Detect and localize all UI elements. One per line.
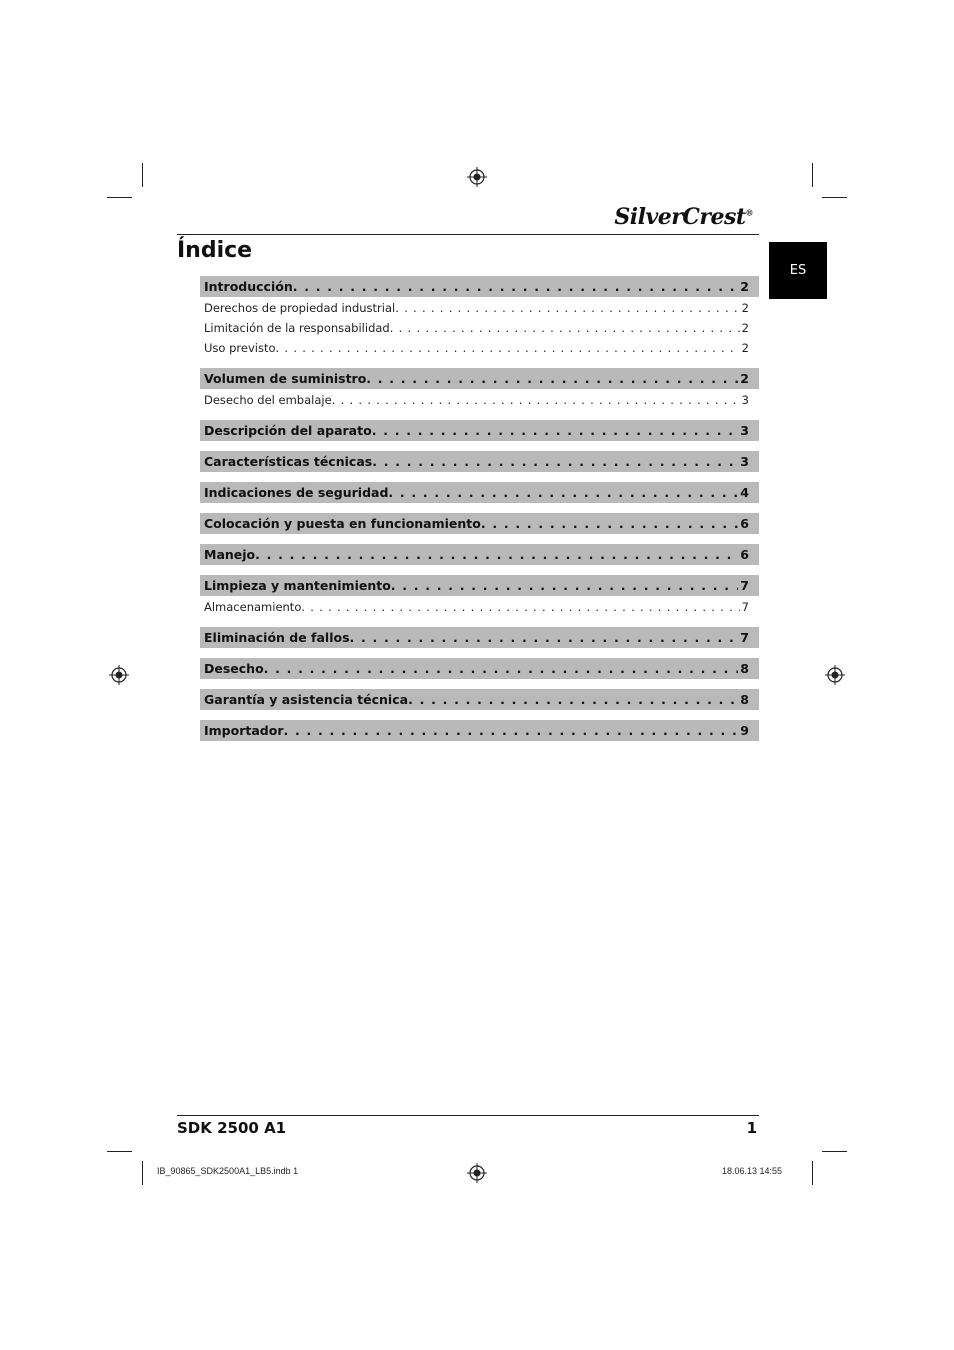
- crop-mark: [142, 1161, 143, 1185]
- toc-section-row[interactable]: [200, 276, 759, 297]
- toc-entry-page: 2: [741, 341, 749, 355]
- crop-mark: [822, 1151, 847, 1152]
- toc-entry-page: 7: [740, 630, 749, 645]
- toc-leader-dots: [366, 368, 738, 389]
- toc-entry-label: Descripción del aparato: [204, 423, 372, 438]
- toc-section-row[interactable]: [200, 451, 759, 472]
- toc-section-row[interactable]: [200, 368, 759, 389]
- toc-entry-page: 7: [740, 578, 749, 593]
- toc-entry-page: 8: [740, 692, 749, 707]
- footer-model: SDK 2500 A1: [177, 1119, 287, 1137]
- toc-entry-label: Colocación y puesta en funcionamiento: [204, 516, 481, 531]
- toc-entry-page: 7: [741, 600, 749, 614]
- brand-logo: SilverCrest®: [614, 204, 753, 230]
- crop-mark: [107, 197, 132, 198]
- language-tab: [769, 242, 827, 299]
- toc-entry-page: 6: [740, 547, 749, 562]
- toc-section-row[interactable]: [200, 627, 759, 648]
- table-of-contents: [200, 276, 759, 741]
- registration-mark-icon: [467, 167, 487, 187]
- toc-entry-label: Importador: [204, 723, 284, 738]
- toc-entry-label: Indicaciones de seguridad: [204, 485, 389, 500]
- toc-entry-label: Características técnicas: [204, 454, 373, 469]
- toc-entry-page: 2: [740, 371, 749, 386]
- toc-leader-dots: [255, 544, 738, 565]
- toc-leader-dots: [390, 318, 740, 338]
- toc-entry-page: 8: [740, 661, 749, 676]
- toc-subsection-row[interactable]: [200, 298, 759, 318]
- toc-leader-dots: [301, 597, 739, 617]
- toc-section-row[interactable]: [200, 720, 759, 741]
- toc-section-row[interactable]: [200, 482, 759, 503]
- toc-entry-label: Introducción: [204, 279, 293, 294]
- crop-mark: [812, 1161, 813, 1185]
- toc-entry-label: Garantía y asistencia técnica: [204, 692, 409, 707]
- toc-subsection-row[interactable]: [200, 318, 759, 338]
- toc-subsection-row[interactable]: [200, 338, 759, 358]
- registration-mark-icon: [825, 665, 845, 685]
- crop-mark: [142, 163, 143, 187]
- toc-leader-dots: [293, 276, 739, 297]
- toc-entry-page: 9: [740, 723, 749, 738]
- toc-leader-dots: [481, 513, 738, 534]
- toc-entry-label: Desecho del embalaje: [204, 393, 332, 407]
- toc-entry-label: Derechos de propiedad industrial: [204, 301, 396, 315]
- toc-entry-page: 6: [740, 516, 749, 531]
- toc-entry-page: 3: [740, 454, 749, 469]
- toc-entry-label: Uso previsto: [204, 341, 276, 355]
- toc-section-row[interactable]: [200, 575, 759, 596]
- crop-mark: [822, 197, 847, 198]
- toc-entry-label: Eliminación de fallos: [204, 630, 350, 645]
- toc-entry-page: 3: [740, 423, 749, 438]
- toc-leader-dots: [350, 627, 739, 648]
- toc-section-row[interactable]: [200, 513, 759, 534]
- toc-entry-page: 3: [741, 393, 749, 407]
- print-slug-file: IB_90865_SDK2500A1_LB5.indb 1: [157, 1166, 299, 1176]
- toc-entry-label: Limpieza y mantenimiento: [204, 578, 391, 593]
- toc-section-row[interactable]: [200, 689, 759, 710]
- page-title: Índice: [177, 238, 253, 263]
- toc-entry-label: Almacenamiento: [204, 600, 302, 614]
- toc-leader-dots: [372, 420, 739, 441]
- toc-entry-label: Desecho: [204, 661, 264, 676]
- toc-leader-dots: [408, 689, 738, 710]
- toc-section-row[interactable]: [200, 658, 759, 679]
- toc-entry-page: 2: [740, 279, 749, 294]
- footer-rule: [177, 1115, 759, 1116]
- header-rule: [177, 234, 759, 235]
- print-slug-datetime: 18.06.13 14:55: [722, 1166, 783, 1176]
- toc-entry-page: 2: [741, 301, 749, 315]
- toc-leader-dots: [332, 390, 740, 410]
- toc-entry-page: 2: [741, 321, 749, 335]
- toc-entry-label: Limitación de la responsabilidad: [204, 321, 390, 335]
- toc-leader-dots: [388, 482, 738, 503]
- toc-subsection-row[interactable]: [200, 390, 759, 410]
- toc-leader-dots: [395, 298, 739, 318]
- toc-leader-dots: [372, 451, 738, 472]
- crop-mark: [107, 1151, 132, 1152]
- toc-entry-page: 4: [740, 485, 749, 500]
- toc-leader-dots: [284, 720, 739, 741]
- toc-leader-dots: [264, 658, 739, 679]
- language-tab-label: ES: [789, 263, 807, 278]
- toc-leader-dots: [391, 575, 739, 596]
- toc-entry-label: Manejo: [204, 547, 256, 562]
- registration-mark-icon: [109, 665, 129, 685]
- footer-page-number: 1: [746, 1119, 757, 1137]
- toc-leader-dots: [276, 338, 740, 358]
- toc-entry-label: Volumen de suministro: [204, 371, 367, 386]
- toc-subsection-row[interactable]: [200, 597, 759, 617]
- toc-section-row[interactable]: [200, 420, 759, 441]
- toc-section-row[interactable]: [200, 544, 759, 565]
- crop-mark: [812, 163, 813, 187]
- registration-mark-icon: [467, 1163, 487, 1183]
